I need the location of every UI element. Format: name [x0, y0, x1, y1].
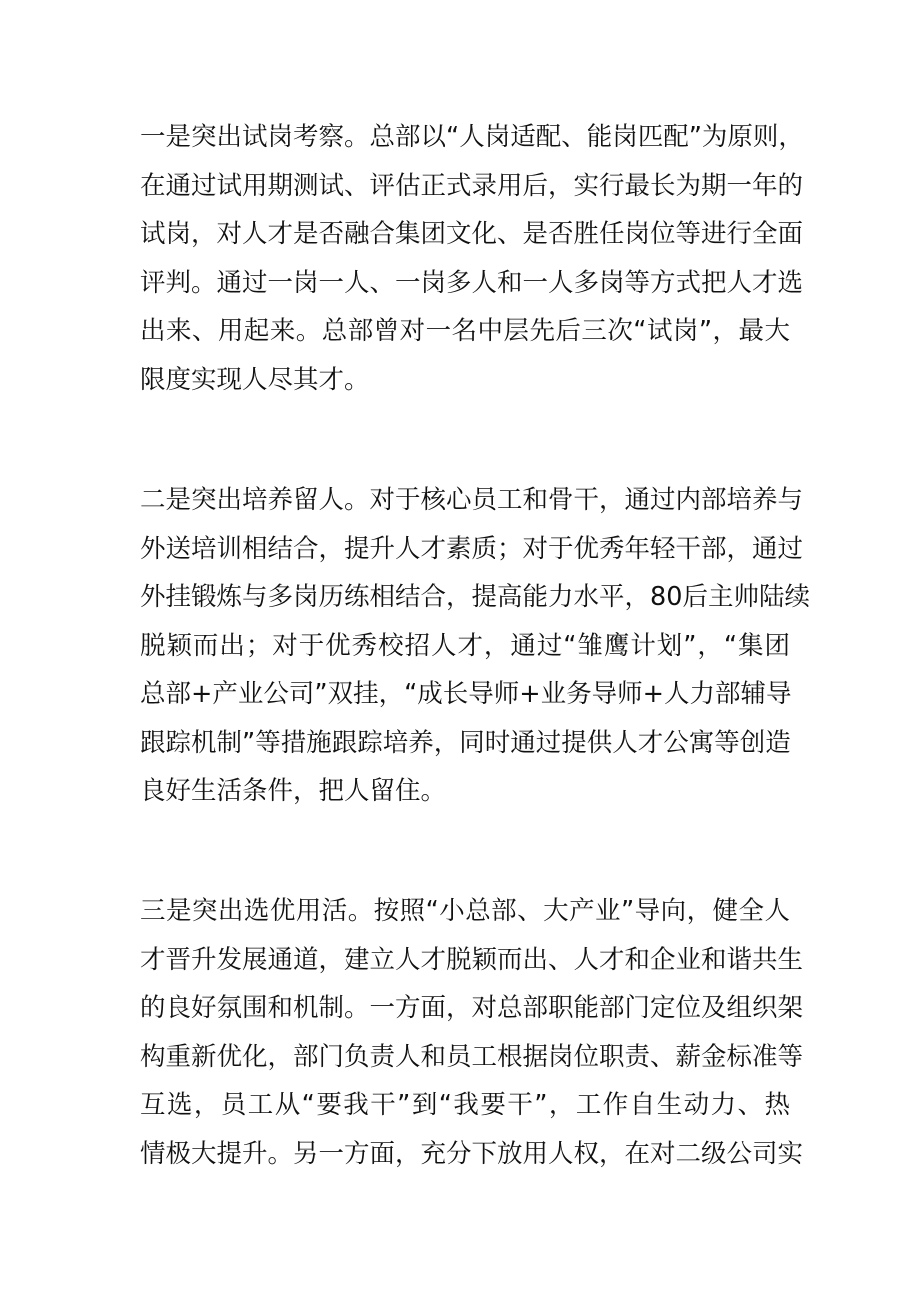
text-line: 试岗，对人才是否融合集团文化、是否胜任岗位等进行全面: [140, 219, 804, 249]
text-line: 二是突出培养留人。对于核心员工和骨干，通过内部培养与: [140, 485, 804, 515]
text-line: 一是突出试岗考察。总部以“人岗适配、能岗匹配”为原则，: [140, 122, 804, 152]
text-line: 外挂锻炼与多岗历练相结合，提高能力水平，80后主帅陆续: [140, 582, 810, 612]
text-line: 情极大提升。另一方面，充分下放用人权，在对二级公司实: [140, 1138, 804, 1169]
text-line: 评判。通过一岗一人、一岗多人和一人多岗等方式把人才选: [140, 267, 804, 298]
text-line: 外送培训相结合，提升人才素质；对于优秀年轻干部，通过: [140, 533, 804, 564]
text-line: 总部+产业公司”双挂，“成长导师+业务导师+人力部辅导: [140, 679, 792, 709]
text-line: 构重新优化，部门负责人和员工根据岗位职责、薪金标准等: [140, 1041, 804, 1072]
text-line: 互选，员工从“要我干”到“我要干”，工作自生动力、热: [140, 1090, 790, 1120]
text-line: 的良好氛围和机制。一方面，对总部职能部门定位及组织架: [140, 993, 804, 1023]
paragraph-trial-post: [140, 113, 804, 404]
text-line: 跟踪机制”等措施跟踪培养，同时通过提供人才公寓等创造: [140, 727, 791, 758]
paragraph-training-retention: [140, 476, 810, 816]
paragraph-selection-utilization: [140, 887, 804, 1178]
text-line: 在通过试用期测试、评估正式录用后，实行最长为期一年的: [140, 170, 804, 201]
text-line: 三是突出选优用活。按照“小总部、大产业”导向，健全人: [140, 896, 790, 926]
text-line: 脱颖而出；对于优秀校招人才，通过“雏鹰计划”，“集团: [140, 630, 790, 661]
text-line: 限度实现人尽其才。: [140, 364, 370, 395]
text-line: 出来、用起来。总部曾对一名中层先后三次“试岗”，最大: [140, 316, 790, 346]
text-line: 良好生活条件，把人留住。: [140, 776, 447, 806]
text-line: 才晋升发展通道，建立人才脱颖而出、人才和企业和谐共生: [140, 944, 804, 975]
